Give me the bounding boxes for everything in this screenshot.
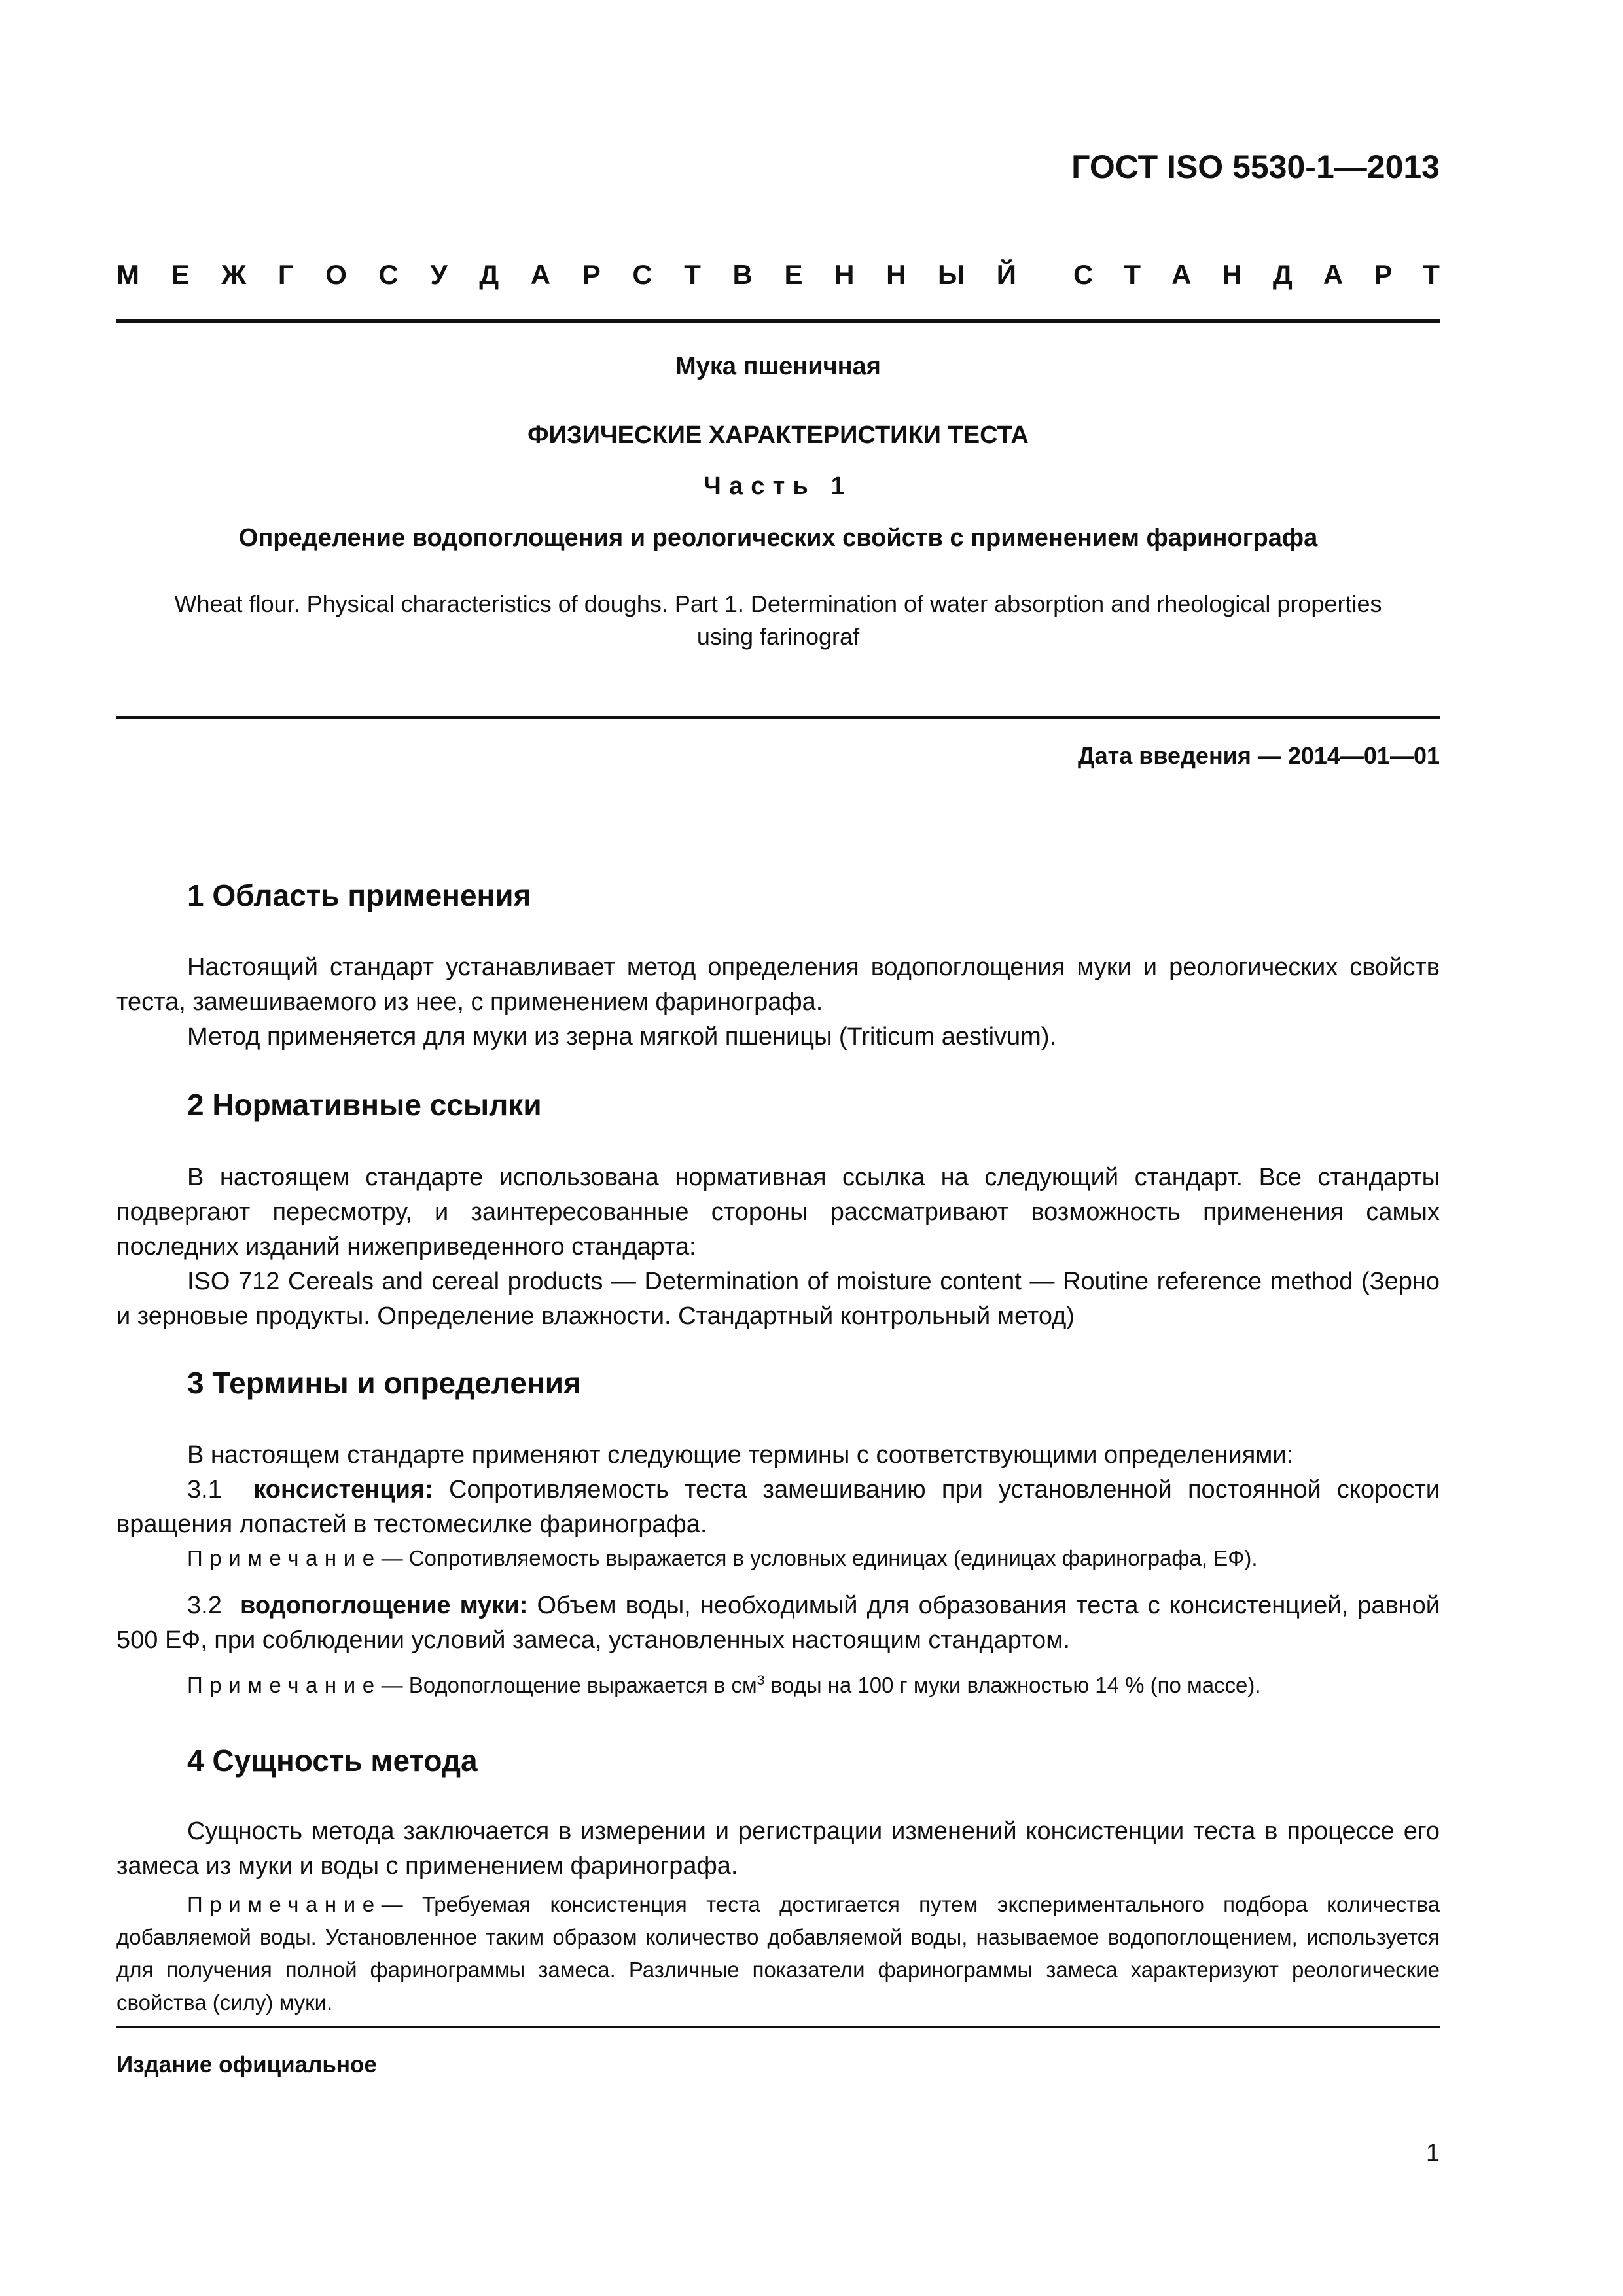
part-label: Часть 1 [704, 473, 853, 500]
banner-letter: Н [834, 259, 855, 290]
section-3-intro: В настоящем стандарте применяют следующие термины с соответствующими определениями: [187, 1441, 1294, 1469]
note-4 [116, 1888, 1440, 2019]
section-1-heading: 1 Область применения [187, 878, 531, 912]
term-3-1-definition: Сопротивляемость теста замешиванию при установленной постоянной скорости вращения лопастей в тестомесилке фаринографа. [116, 1476, 1440, 1538]
banner-letter: А [1323, 259, 1344, 290]
banner-letter: С [632, 259, 652, 290]
banner-right [1073, 257, 1440, 293]
banner-letter: С [378, 259, 399, 290]
section-2-body [116, 1160, 1440, 1334]
term-3-1-name: консистенция: [253, 1476, 433, 1503]
section-3-heading: 3 Термины и определения [187, 1366, 581, 1400]
note-3-1-text: — Сопротивляемость выражается в условных единицах (единицах фаринографа, ЕФ). [381, 1546, 1258, 1570]
banner-letter: Т [1423, 259, 1440, 290]
banner-letter: У [430, 259, 448, 290]
standard-banner [116, 257, 1440, 293]
banner-letter: Р [1374, 259, 1393, 290]
banner-letter: Т [684, 259, 701, 290]
note-3-2-superscript: 3 [757, 1672, 765, 1688]
banner-left [116, 257, 1016, 293]
banner-letter: Н [886, 259, 906, 290]
term-3-1 [116, 1473, 1440, 1542]
banner-letter: А [530, 259, 551, 290]
banner-letter: В [732, 259, 753, 290]
section-2-reference: ISO 712 Cereals and cereal products — Determination of moisture content — Routine reference method (Зерно и зерновые продукты. Определение влажности. Стандартный контрольный метод) [116, 1268, 1440, 1330]
section-1-paragraph-1: Настоящий стандарт устанавливает метод определения водопоглощения муки и реологических свойств теста, замешиваемого из нее, с применением фаринографа. [116, 954, 1440, 1016]
introduction-date: Дата введения — 2014—01—01 [1077, 742, 1440, 769]
term-3-2-block [116, 1588, 1440, 1658]
note-3-2-text: — Водопоглощение выражается в см [381, 1673, 757, 1697]
english-title-line-1: Wheat flour. Physical characteristics of doughs. Part 1. Determination of water absorption and rheological properties [174, 590, 1382, 617]
footer-rule [116, 2026, 1440, 2028]
term-3-2-definition: Объем воды, необходимый для образования теста с консистенцией, равной 500 ЕФ, при соблюдении условий замеса, установленных настоящим стандартом. [116, 1592, 1440, 1654]
section-2-paragraph-1: В настоящем стандарте использована нормативная ссылка на следующий стандарт. Все стандарты подвергают пересмотру, и заинтересованные стороны рассматривают возможность применения самых последних изданий нижеприведенного стандарта: [116, 1164, 1440, 1261]
section-1-paragraph-2: Метод применяется для муки из зерна мягкой пшеницы (Triticum aestivum). [187, 1023, 1057, 1050]
section-4-paragraph-1: Сущность метода заключается в измерении и регистрации изменений консистенции теста в процессе его замеса из муки и воды с применением фаринографа. [116, 1818, 1440, 1880]
note-3-2-text-end: воды на 100 г муки влажностью 14 % (по массе). [764, 1673, 1261, 1697]
banner-letter: Т [1124, 259, 1141, 290]
banner-letter: А [1171, 259, 1192, 290]
banner-letter: О [325, 259, 347, 290]
section-4-body [116, 1814, 1440, 1884]
header-rule [116, 319, 1440, 323]
title-rule [116, 716, 1440, 719]
section-2-heading: 2 Нормативные ссылки [187, 1088, 542, 1122]
document-subtitle: Определение водопоглощения и реологических свойств с применением фаринографа [238, 524, 1318, 552]
note-label: Примечание [187, 1892, 382, 1916]
banner-letter: Ы [938, 259, 965, 290]
banner-letter: Д [1272, 259, 1293, 290]
banner-letter: Н [1222, 259, 1242, 290]
note-3-2 [116, 1669, 1440, 1702]
banner-letter: Й [996, 259, 1016, 290]
section-1-body [116, 950, 1440, 1054]
banner-letter: Р [582, 259, 601, 290]
product-name: Мука пшеничная [675, 353, 881, 380]
english-title-line-2: using farinograf [696, 623, 860, 650]
note-4-text: — Требуемая консистенция теста достигается путем экспериментального подбора количества добавляемой воды. Установленное таким образом количество добавляемой воды, называемое водопоглощением, используется для получения полной фаринограммы замеса. Различные показатели фаринограммы замеса характеризуют реологические свойства (силу) муки. [116, 1892, 1440, 2015]
document-number: ГОСТ ISO 5530-1—2013 [1071, 149, 1440, 185]
section-4-heading: 4 Сущность метода [187, 1744, 478, 1778]
banner-letter: Е [784, 259, 803, 290]
banner-letter: Е [171, 259, 190, 290]
english-title [116, 588, 1440, 653]
official-edition-label: Издание официальное [116, 2052, 377, 2077]
term-3-2-number: 3.2 [187, 1592, 222, 1619]
page-number: 1 [1425, 2140, 1440, 2167]
note-label: Примечание [187, 1673, 382, 1697]
term-3-2-name: водопоглощение муки: [240, 1592, 528, 1619]
note-3-1 [116, 1542, 1440, 1575]
banner-letter: Д [479, 259, 499, 290]
banner-letter: Г [277, 259, 294, 290]
term-3-1-number: 3.1 [187, 1476, 222, 1503]
note-label: Примечание [187, 1546, 382, 1570]
banner-letter: Ж [221, 259, 247, 290]
section-3-body [116, 1438, 1440, 1542]
document-title: ФИЗИЧЕСКИЕ ХАРАКТЕРИСТИКИ ТЕСТА [527, 422, 1029, 449]
banner-letter: М [116, 259, 139, 290]
term-3-2 [116, 1588, 1440, 1658]
banner-letter: С [1073, 259, 1094, 290]
